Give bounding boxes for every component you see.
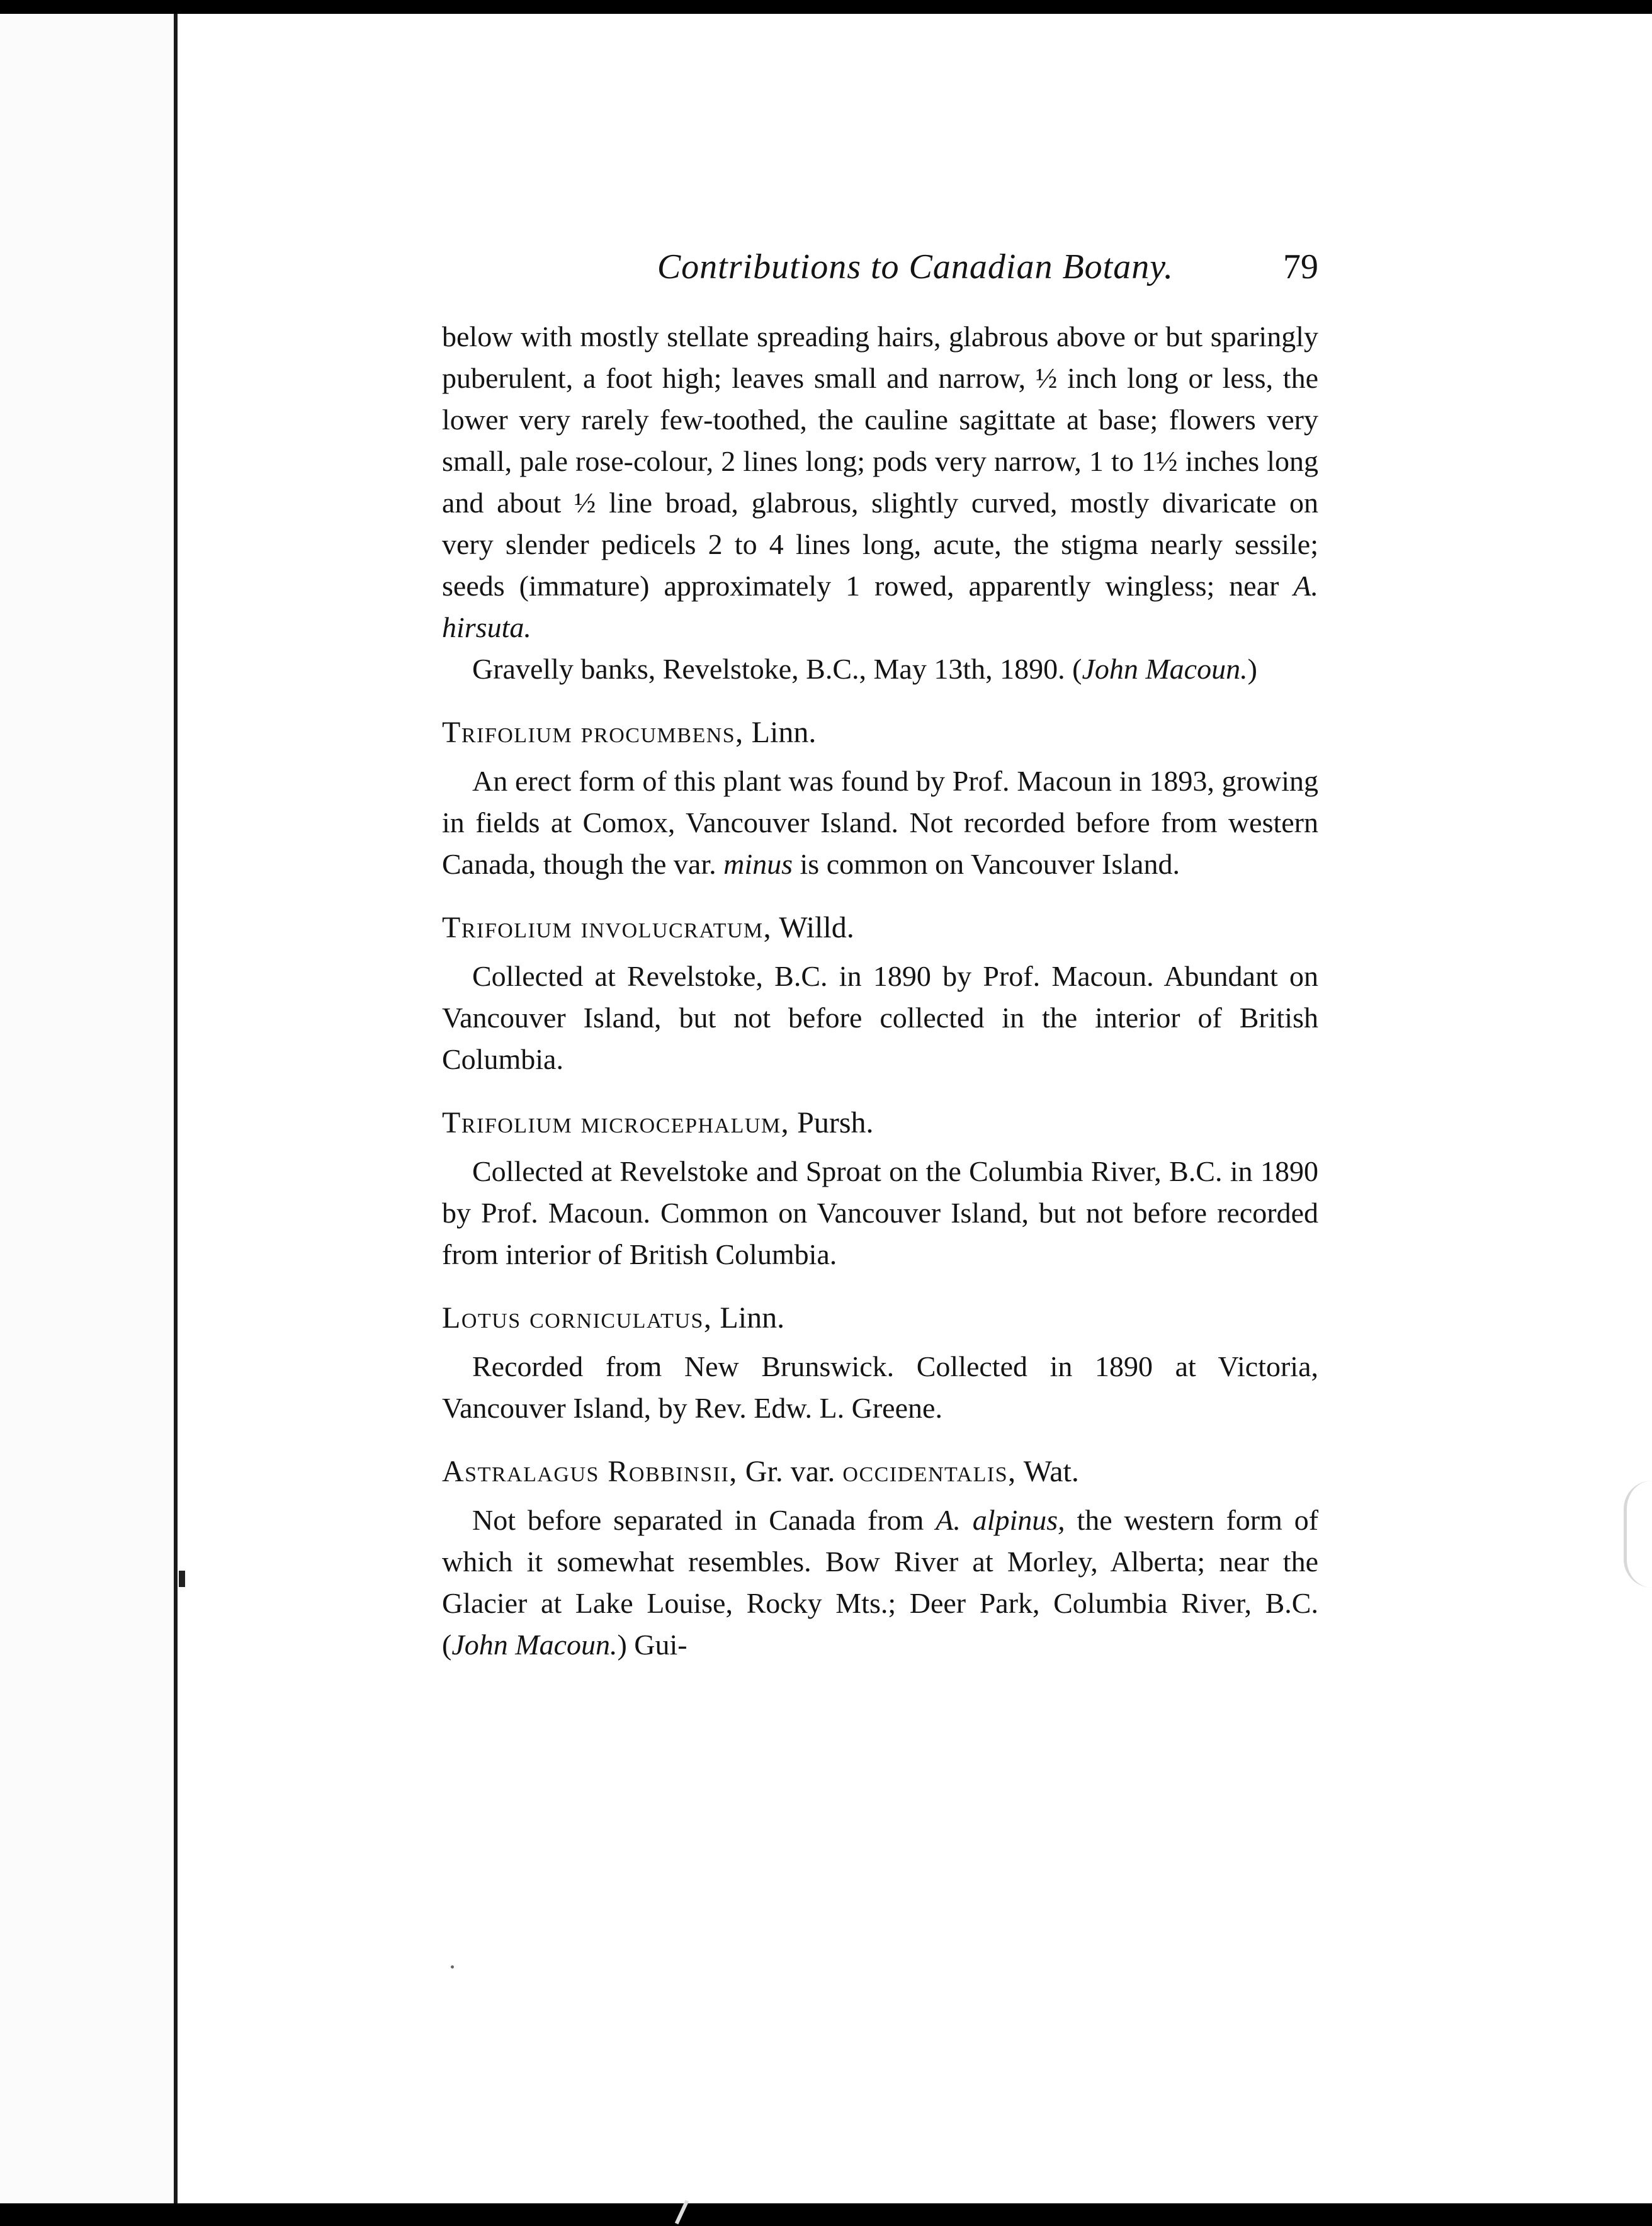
gutter-mark xyxy=(179,1571,185,1587)
species-author: Pursh. xyxy=(797,1106,874,1139)
species-paragraph xyxy=(442,1346,1318,1429)
paragraph-locality xyxy=(442,648,1318,690)
species-paragraph xyxy=(442,956,1318,1080)
body-text xyxy=(442,316,1318,1666)
species-paragraph xyxy=(442,760,1318,885)
species-heading xyxy=(442,714,1318,752)
page-number: 79 xyxy=(1283,247,1318,286)
paragraph-text: is common on Vancouver Island. xyxy=(800,848,1180,880)
paragraph-continued xyxy=(442,316,1318,648)
paragraph-text: ) Gui- xyxy=(617,1629,687,1661)
page-edge-curl xyxy=(1624,1481,1652,1588)
species-heading xyxy=(442,1104,1318,1142)
collector-name: John Macoun. xyxy=(1082,653,1248,685)
species-heading xyxy=(442,909,1318,947)
scanned-page xyxy=(0,14,1652,2203)
variety-author: Wat. xyxy=(1023,1455,1079,1488)
species-reference: A. alpinus, xyxy=(936,1504,1065,1536)
facing-page-margin xyxy=(0,14,175,2203)
species-author: Linn. xyxy=(720,1301,785,1335)
species-name: Trifolium microcephalum, xyxy=(442,1106,790,1139)
species-name: Lotus corniculatus, xyxy=(442,1301,713,1335)
scan-artifact xyxy=(675,2200,689,2225)
species-name: Astralagus Robbinsii, xyxy=(442,1455,738,1488)
species-reference: A. hirsuta. xyxy=(442,570,1318,643)
species-paragraph xyxy=(442,1500,1318,1666)
variety-name: occidentalis, xyxy=(842,1455,1017,1488)
running-title: Contributions to Canadian Botany. xyxy=(657,247,1174,286)
collector-name: John Macoun. xyxy=(451,1629,618,1661)
species-heading xyxy=(442,1453,1318,1491)
paragraph-text: Collected at Revelstoke, B.C. in 1890 by Prof. Macoun. Abundant on Vancouver Island, but not before collected in the interior of British Columbia. xyxy=(442,960,1318,1075)
paragraph-text: Not before separated in Canada from xyxy=(472,1504,924,1536)
locality-text: Gravelly banks, Revelstoke, B.C., May 13th, 1890. ( xyxy=(472,653,1082,685)
page-gutter-edge xyxy=(174,14,178,2203)
species-heading xyxy=(442,1299,1318,1337)
scan-speck xyxy=(451,1965,454,1969)
closing-paren: ) xyxy=(1247,653,1257,685)
species-paragraph xyxy=(442,1151,1318,1275)
paragraph-text: Collected at Revelstoke and Sproat on the Columbia River, B.C. in 1890 by Prof. Macoun. Common on Vancouver Island, but not before recorded from interior of British Columbia. xyxy=(442,1155,1318,1270)
species-author: Gr. var. xyxy=(745,1455,835,1488)
species-author: Willd. xyxy=(779,911,854,944)
paragraph-text: the western form of which it somewhat resembles. Bow River at Morley, Alberta; near the Glacier at Lake Louise, Rocky Mts.; Deer Park, Columbia River, B.C. ( xyxy=(442,1504,1319,1661)
species-author: Linn. xyxy=(751,716,817,749)
paragraph-text: below with mostly stellate spreading hairs, glabrous above or but sparingly puberulent, a foot high; leaves small and narrow, ½ inch long or less, the lower very rarely few-toothed, the cauline sagittate at base; flowers very small, pale rose-colour, 2 lines long; pods very narrow, 1 to 1½ inches long and about ½ line broad, glabrous, slightly curved, mostly divaricate on very slender pedicels 2 to 4 lines long, acute, the stigma nearly sessile; seeds (immature) approximately 1 rowed, apparently wingless; near xyxy=(442,320,1318,602)
variety-name: minus xyxy=(723,848,793,880)
paragraph-text: An erect form of this plant was found by Prof. Macoun in 1893, growing in fields at Comox, Vancouver Island. Not recorded before from western Canada, though the var. xyxy=(442,765,1318,880)
running-header xyxy=(442,247,1318,291)
species-name: Trifolium procumbens, xyxy=(442,716,744,749)
paragraph-text: Recorded from New Brunswick. Collected in 1890 at Victoria, Vancouver Island, by Rev. Edw. L. Greene. xyxy=(442,1350,1318,1424)
species-name: Trifolium involucratum, xyxy=(442,911,772,944)
